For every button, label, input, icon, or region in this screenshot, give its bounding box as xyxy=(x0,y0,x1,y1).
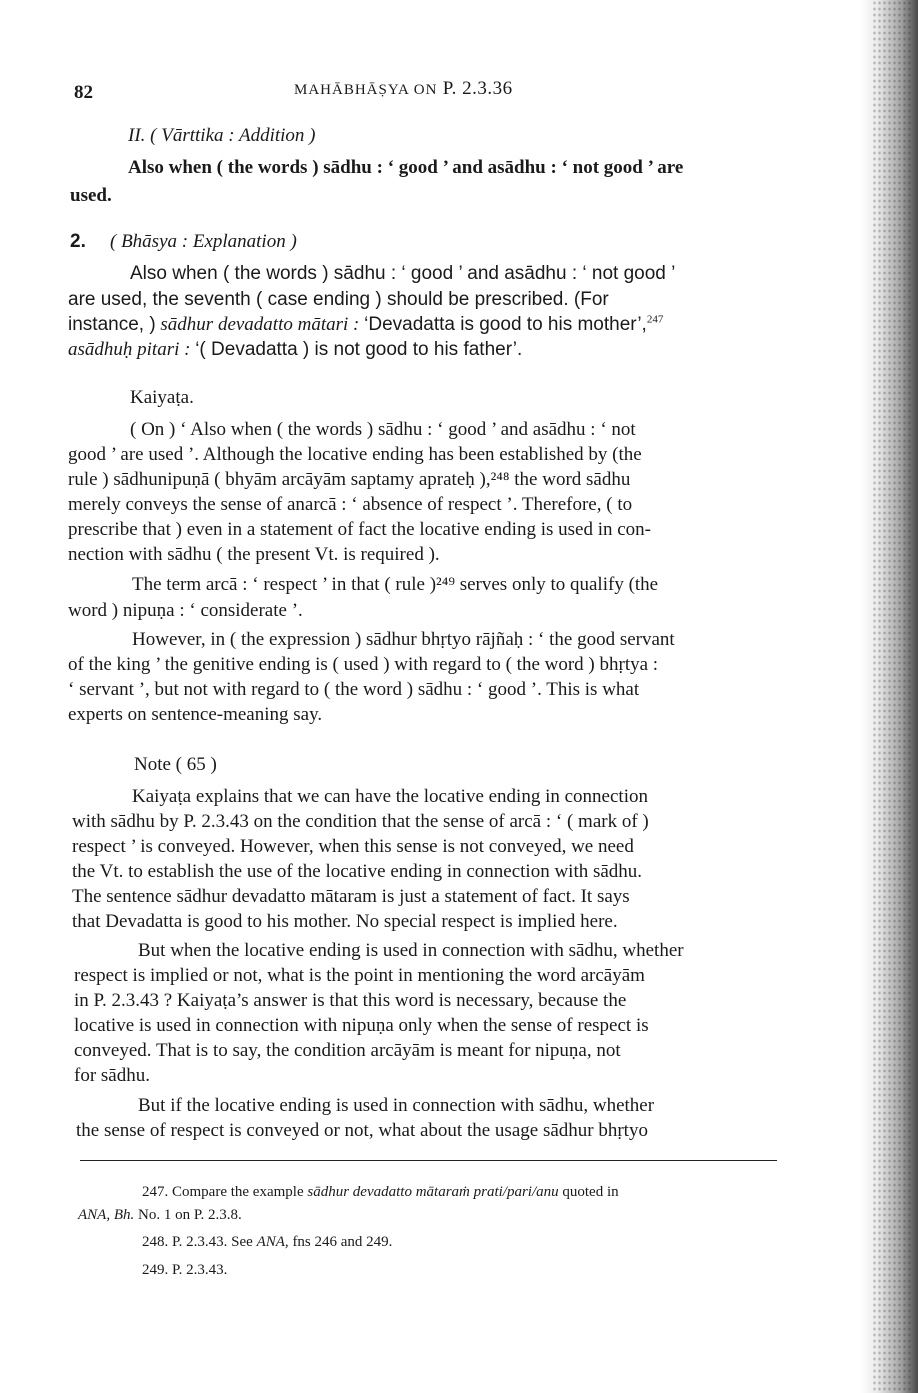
note-heading: Note ( 65 ) xyxy=(134,754,217,775)
footnote-248-number: 248. xyxy=(142,1234,169,1250)
running-header-title: MAHĀBHĀṢYA ON xyxy=(294,82,438,98)
footnote-247-text: Compare the example xyxy=(172,1184,304,1200)
bhasya-number: 2. xyxy=(70,231,86,252)
bhasya-line-4-a: asādhuḥ pitari : xyxy=(68,339,191,360)
footnote-247-number: 247. xyxy=(142,1184,169,1200)
footnote-ref-247: 247 xyxy=(646,313,664,326)
footnote-247-ana: ANA, Bh. xyxy=(78,1207,135,1223)
footnote-247 xyxy=(142,1180,619,1204)
note-line-1: Kaiyaṭa explains that we can have the locative ending in connection xyxy=(132,786,648,807)
footnote-249-text: P. 2.3.43. xyxy=(172,1262,228,1278)
kaiyata-line-6: nection with sādhu ( the present Vt. is required ). xyxy=(68,544,440,565)
note-line-2: with sādhu by P. 2.3.43 on the condition that the sense of arcā : ‘ ( mark of ) xyxy=(72,811,649,832)
note-line-8: respect is implied or not, what is the point in mentioning the word arcāyām xyxy=(74,965,645,986)
bhasya-line-3-c: ‘Devadatta is good to his mother’, xyxy=(364,314,647,335)
note-line-4: the Vt. to establish the use of the locative ending in connection with sādhu. xyxy=(72,861,643,882)
note-line-3: respect ’ is conveyed. However, when this sense is not conveyed, we need xyxy=(72,836,634,857)
note-line-7: But when the locative ending is used in connection with sādhu, whether xyxy=(138,940,684,961)
footnote-247-example: sādhur devadatto mātaraṁ prati/pari/anu xyxy=(307,1184,559,1200)
kaiyata-line-11: ‘ servant ’, but not with regard to ( the word ) sādhu : ‘ good ’. This is what xyxy=(68,679,640,700)
page-number: 82 xyxy=(74,82,93,103)
note-line-12: for sādhu. xyxy=(74,1065,150,1086)
kaiyata-line-4: merely conveys the sense of anarcā : ‘ absence of respect ’. Therefore, ( to xyxy=(68,494,633,515)
note-line-6: that Devadatta is good to his mother. No special respect is implied here. xyxy=(72,911,618,932)
kaiyata-heading: Kaiyaṭa. xyxy=(130,387,194,408)
kaiyata-line-1: ( On ) ‘ Also when ( the words ) sādhu : ‘ good ’ and asādhu : ‘ not xyxy=(130,419,636,440)
note-line-10: locative is used in connection with nipuṇa only when the sense of respect is xyxy=(74,1015,649,1036)
running-header-ref: P. 2.3.36 xyxy=(442,78,513,99)
bhasya-line-3-b: sādhur devadatto mātari : xyxy=(160,314,360,335)
footnote-247-tail: quoted in xyxy=(562,1184,619,1200)
varttika-line-1: Also when ( the words ) sādhu : ‘ good ’ and asādhu : ‘ not good ’ are xyxy=(128,157,684,178)
bhasya-line-2: are used, the seventh ( case ending ) should be prescribed. (For xyxy=(68,289,609,310)
varttika-line-2: used. xyxy=(70,185,112,206)
note-line-14: the sense of respect is conveyed or not, what about the usage sādhur bhṛtyo xyxy=(76,1120,648,1141)
kaiyata-line-2: good ’ are used ’. Although the locative ending has been established by (the xyxy=(68,444,642,465)
note-line-9: in P. 2.3.43 ? Kaiyaṭa’s answer is that this word is necessary, because the xyxy=(74,990,627,1011)
footnote-247-line-2 xyxy=(78,1203,242,1227)
kaiyata-line-8: word ) nipuṇa : ‘ considerate ’. xyxy=(68,600,303,621)
footnote-249 xyxy=(142,1258,227,1282)
kaiyata-line-12: experts on sentence-meaning say. xyxy=(68,704,323,725)
footnote-248-ana: ANA, xyxy=(256,1234,289,1250)
note-line-13: But if the locative ending is used in connection with sādhu, whether xyxy=(138,1095,655,1116)
bhasya-line-1: Also when ( the words ) sādhu : ‘ good ’ and asādhu : ‘ not good ’ xyxy=(130,263,676,284)
footnote-247-ref: No. 1 on P. 2.3.8. xyxy=(138,1207,242,1223)
running-header xyxy=(294,78,513,100)
kaiyata-line-5: prescribe that ) even in a statement of fact the locative ending is used in con- xyxy=(68,519,651,540)
bhasya-line-4 xyxy=(68,338,522,362)
footnote-248-text: P. 2.3.43. See xyxy=(172,1234,253,1250)
kaiyata-line-10: of the king ’ the genitive ending is ( used ) with regard to ( the word ) bhṛtya : xyxy=(68,654,659,675)
varttika-heading: II. ( Vārttika : Addition ) xyxy=(128,125,316,146)
kaiyata-line-9: However, in ( the expression ) sādhur bhṛtyo rājñaḥ : ‘ the good servant xyxy=(132,629,675,650)
note-line-5: The sentence sādhur devadatto mātaram is just a statement of fact. It says xyxy=(72,886,630,907)
footnote-248-tail: fns 246 and 249. xyxy=(292,1234,393,1250)
kaiyata-line-7: The term arcā : ‘ respect ’ in that ( rule )²⁴⁹ serves only to qualify (the xyxy=(132,574,659,595)
kaiyata-line-3: rule ) sādhunipuṇā ( bhyām arcāyām saptamy aprateḥ ),²⁴⁸ the word sādhu xyxy=(68,469,631,490)
bhasya-line-4-b: ‘( Devadatta ) is not good to his father’. xyxy=(195,339,523,360)
bhasya-heading: ( Bhāsya : Explanation ) xyxy=(110,231,297,252)
footnote-248 xyxy=(142,1230,392,1254)
bhasya-line-3-a: instance, ) xyxy=(68,314,156,335)
page-edge-speckle xyxy=(872,0,912,1393)
footnote-divider xyxy=(80,1160,777,1161)
footnote-249-number: 249. xyxy=(142,1262,169,1278)
bhasya-line-3 xyxy=(68,313,663,337)
note-line-11: conveyed. That is to say, the condition arcāyām is meant for nipuṇa, not xyxy=(74,1040,621,1061)
